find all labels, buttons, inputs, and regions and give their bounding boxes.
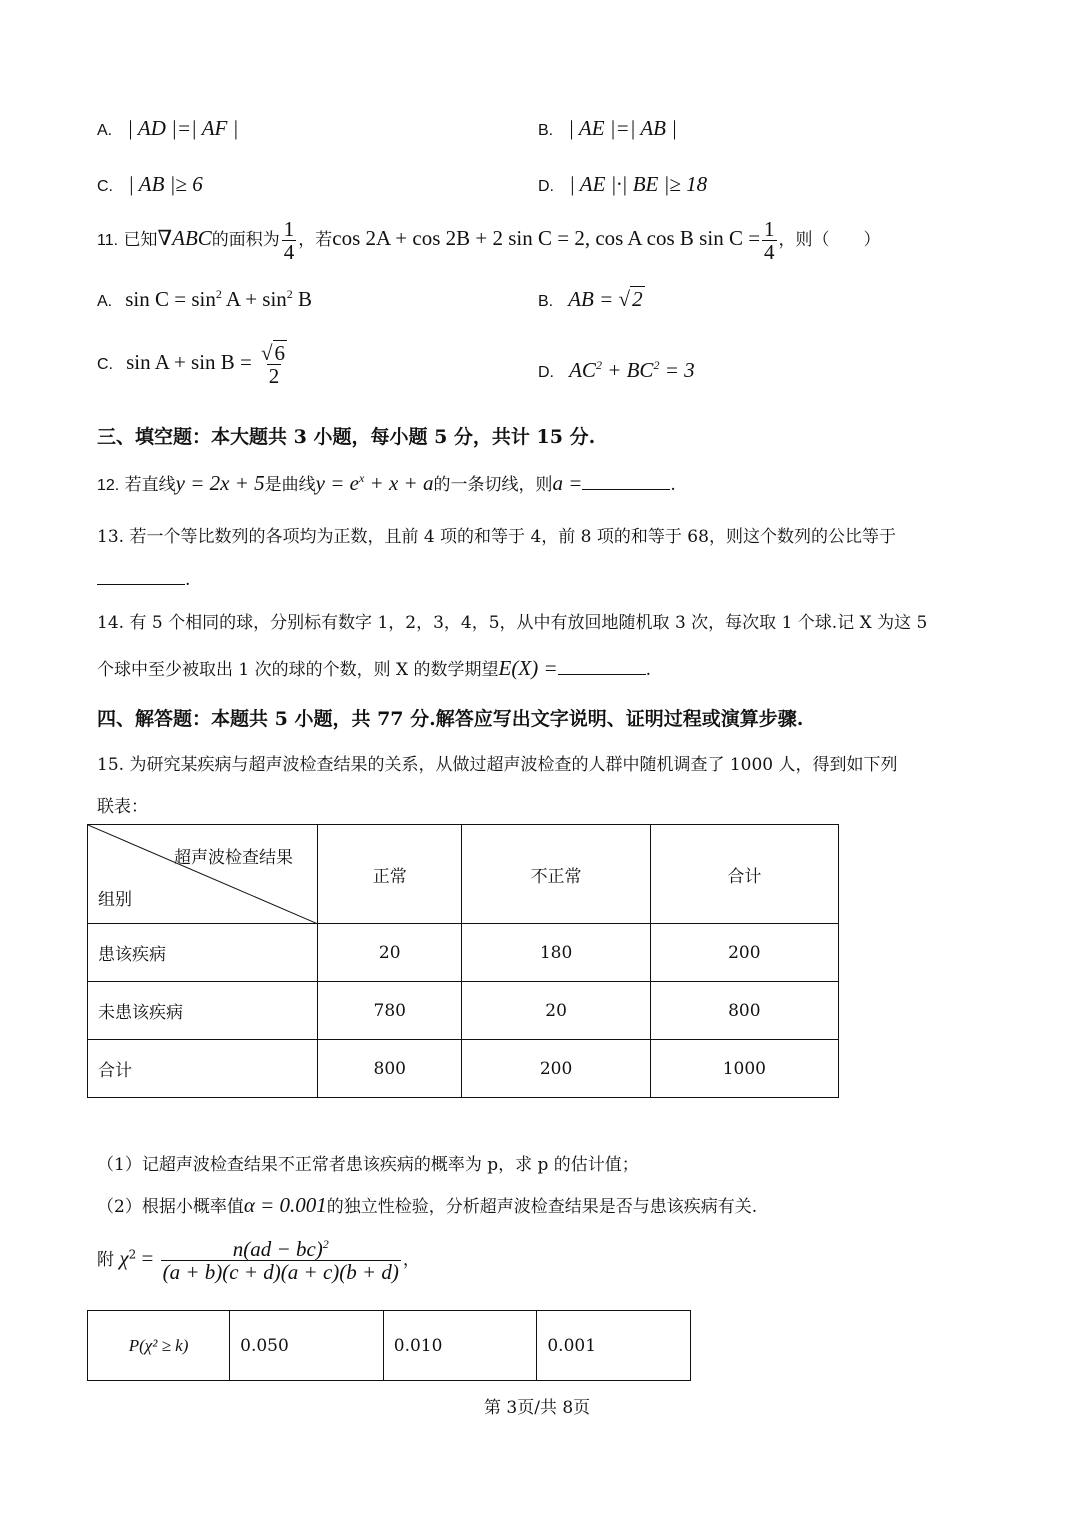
- q12-answer-blank: [582, 471, 670, 490]
- probability-table: P(χ² ≥ k) 0.050 0.010 0.001: [87, 1310, 691, 1381]
- q11-option-a: A. $\sin C = \sin^2 A + \sin^2 B$: [97, 287, 313, 311]
- area-fraction: $\frac{1}{4}$: [283, 217, 295, 265]
- q15-part-1: （1）记超声波检查结果不正常者患该疾病的概率为 p，求 p 的估计值；: [97, 1155, 639, 1175]
- q10-option-c: C. | AB |≥ 6: [97, 172, 203, 196]
- q11-option-b: B. AB = √2: [538, 287, 643, 311]
- header-abnormal: 不正常: [462, 825, 650, 924]
- q10-option-d: D. | AE |·| BE |≥ 18: [538, 172, 708, 196]
- question-12: 12. 若直线y = 2x + 5是曲线$y = e^x + x + a$的一条切线，则a = .: [97, 471, 676, 495]
- q10-option-b: B. | AE |=| AB |: [538, 116, 678, 140]
- q13-answer-blank: [97, 566, 185, 585]
- table-row: 患该疾病 20 180 200: [88, 924, 839, 982]
- chi-square-formula: 附 $\chi^2$ = $\frac{n(ad - bc)^2}{(a + b)(c + d)(a + c)(b + d)}$ ，: [97, 1237, 420, 1285]
- cond-fraction: $\frac{1}{4}$: [764, 217, 775, 265]
- section-4-title: 四、解答题：本题共 5 小题，共 77 分.解答应写出文字说明、证明过程或演算步骤.: [97, 708, 804, 730]
- question-15-line1: 15. 为研究某疾病与超声波检查结果的关系，从做过超声波检查的人群中随机调查了 1000 人，得到如下列: [97, 755, 898, 775]
- header-total: 合计: [650, 825, 838, 924]
- q13-answer-line: .: [97, 566, 190, 590]
- question-13: 13. 若一个等比数列的各项均为正数，且前 4 项的和等于 4，前 8 项的和等于 68，则这个数列的公比等于: [97, 527, 896, 547]
- contingency-table: [87, 824, 839, 1098]
- q11-option-c: C. sin A + sin B = $\frac{√6}{2}$: [97, 342, 291, 387]
- question-14-line2: 个球中至少被取出 1 次的球的个数，则 X 的数学期望E(X) = .: [97, 656, 652, 680]
- page-footer: 第 3页/共 8页: [484, 1398, 591, 1418]
- table-row: 未患该疾病 780 20 800: [88, 982, 839, 1040]
- ptable-label: P(χ² ≥ k): [88, 1311, 230, 1381]
- question-14-line1: 14. 有 5 个相同的球，分别标有数字 1，2，3，4，5，从中有放回地随机取 3 次，每次取 1 个球.记 X 为这 5: [97, 613, 928, 633]
- chi-square-fraction: $\frac{n(ad - bc)^2}{(a + b)(c + d)(a + c)(b + d)}$: [162, 1237, 399, 1285]
- question-11: 11. 已知∇ABC的面积为 $\frac{1}{4}$ ，若cos 2A + cos 2B + 2 sin C = 2, cos A cos B sin C = $\frac{1}{4}$ ，则（ ）: [97, 217, 881, 265]
- q10-option-a: A. | AD |=| AF |: [97, 116, 239, 140]
- q14-answer-blank: [558, 656, 646, 675]
- section-3-title: 三、填空题：本大题共 3 小题，每小题 5 分，共计 15 分.: [97, 426, 596, 448]
- q11-option-d: D. $AC^2 + BC^2 = 3$: [538, 358, 695, 382]
- sqrt6-over-2-fraction: $\frac{√6}{2}$: [261, 341, 286, 389]
- question-15-line2: 联表：: [97, 797, 148, 817]
- table-row: 合计 800 200 1000: [88, 1040, 839, 1098]
- table-corner-cell: 超声波检查结果 组别: [88, 825, 318, 924]
- q15-part-2: （2）根据小概率值α = 0.001的独立性检验，分析超声波检查结果是否与患该疾病有关.: [97, 1193, 758, 1217]
- header-normal: 正常: [318, 825, 462, 924]
